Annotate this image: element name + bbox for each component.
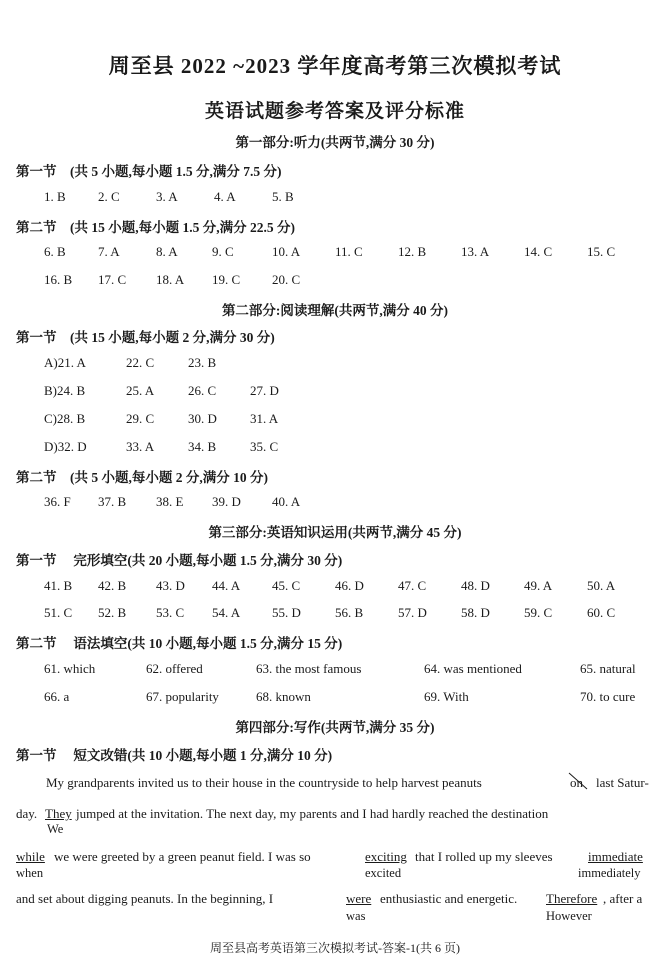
answer-item: 67. popularity <box>146 689 219 704</box>
answer-item: 58. D <box>461 605 490 620</box>
essay-text: My grandparents invited us to their house in the countryside to help harvest peanuts <box>46 775 482 790</box>
answer-item: A)21. A <box>44 355 86 370</box>
essay-text: we were greeted by a green peanut field. I was so <box>54 849 311 864</box>
essay-correction: when <box>16 866 44 880</box>
answer-item: 33. A <box>126 439 155 454</box>
answer-item: 56. B <box>335 605 364 620</box>
essay-error-word: were <box>346 891 372 906</box>
answer-item: 29. C <box>126 411 155 426</box>
essay-error-word: immediate <box>588 849 643 864</box>
answer-item: 26. C <box>188 383 217 398</box>
answer-item: 49. A <box>524 578 553 593</box>
answer-item: 55. D <box>272 605 301 620</box>
essay-correction: However <box>546 909 592 923</box>
essay-text: enthusiastic and energetic. <box>380 891 518 906</box>
answer-item: 60. C <box>587 605 616 620</box>
part1-sec2-heading: 第二节 (共 15 小题,每小题 1.5 分,满分 22.5 分) <box>16 220 295 235</box>
answer-item: 54. A <box>212 605 241 620</box>
answer-item: 17. C <box>98 272 127 287</box>
answer-item: 46. D <box>335 578 364 593</box>
answer-item: 70. to cure <box>580 689 636 704</box>
answer-item: 63. the most famous <box>256 661 362 676</box>
answer-item: 18. A <box>156 272 185 287</box>
essay-error-word: They <box>45 806 72 821</box>
answer-item: 7. A <box>98 244 120 259</box>
essay-correction: immediately <box>578 866 641 880</box>
answer-item: 19. C <box>212 272 241 287</box>
essay-error-word: while <box>16 849 45 864</box>
part3-heading: 第三部分:英语知识运用(共两节,满分 45 分) <box>208 525 462 540</box>
answer-item: 2. C <box>98 189 120 204</box>
part3-sec2-heading: 第二节 语法填空(共 10 小题,每小题 1.5 分,满分 15 分) <box>16 636 343 651</box>
answer-item: 13. A <box>461 244 490 259</box>
answer-item: 65. natural <box>580 661 636 676</box>
essay-error-word: Therefore <box>546 891 598 906</box>
part4-heading: 第四部分:写作(共两节,满分 35 分) <box>235 720 435 735</box>
essay-error-word: on <box>570 775 583 790</box>
answer-item: 3. A <box>156 189 178 204</box>
answer-item: 42. B <box>98 578 127 593</box>
essay-text: and set about digging peanuts. In the beginning, I <box>16 891 274 906</box>
answer-item: 64. was mentioned <box>424 661 522 676</box>
part1-heading: 第一部分:听力(共两节,满分 30 分) <box>235 135 435 150</box>
answer-item: 44. A <box>212 578 241 593</box>
answer-item: 22. C <box>126 355 155 370</box>
answer-item: 66. a <box>44 689 70 704</box>
answer-item: 57. D <box>398 605 427 620</box>
answer-item: 10. A <box>272 244 301 259</box>
answer-item: 52. B <box>98 605 127 620</box>
essay-text: last Satur- <box>596 775 649 790</box>
answer-item: 62. offered <box>146 661 203 676</box>
essay-correction: excited <box>365 866 402 880</box>
answer-item: 36. F <box>44 494 71 509</box>
answer-item: 40. A <box>272 494 301 509</box>
answer-item: 31. A <box>250 411 279 426</box>
part2-heading: 第二部分:阅读理解(共两节,满分 40 分) <box>221 303 449 318</box>
answer-item: 11. C <box>335 244 363 259</box>
part1-sec1-heading: 第一节 (共 5 小题,每小题 1.5 分,满分 7.5 分) <box>16 164 282 179</box>
essay-text: day. <box>16 806 38 821</box>
part2-sec1-heading: 第一节 (共 15 小题,每小题 2 分,满分 30 分) <box>16 330 275 345</box>
answer-item: 69. With <box>424 689 469 704</box>
answer-item: 4. A <box>214 189 236 204</box>
answer-item: 23. B <box>188 355 217 370</box>
answer-item: 16. B <box>44 272 73 287</box>
answer-item: 50. A <box>587 578 616 593</box>
answer-item: 6. B <box>44 244 66 259</box>
part2-sec2-heading: 第二节 (共 5 小题,每小题 2 分,满分 10 分) <box>16 470 268 485</box>
essay-correction: was <box>346 909 366 923</box>
exam-title: 周至县 2022 ~2023 学年度高考第三次模拟考试 <box>108 54 562 78</box>
answer-item: 35. C <box>250 439 279 454</box>
answer-item: 51. C <box>44 605 73 620</box>
answer-item: 53. C <box>156 605 185 620</box>
answer-item: 14. C <box>524 244 553 259</box>
answer-item: B)24. B <box>44 383 86 398</box>
answer-item: 30. D <box>188 411 217 426</box>
answer-item: 61. which <box>44 661 96 676</box>
part4-sec1-heading: 第一节 短文改错(共 10 小题,每小题 1 分,满分 10 分) <box>16 748 333 763</box>
essay-text: that I rolled up my sleeves <box>415 849 553 864</box>
answer-item: 45. C <box>272 578 301 593</box>
answer-item: 43. D <box>156 578 185 593</box>
answer-item: 8. A <box>156 244 178 259</box>
answer-item: 5. B <box>272 189 294 204</box>
answer-item: 68. known <box>256 689 311 704</box>
strike-mark-icon <box>567 771 589 791</box>
answer-item: 1. B <box>44 189 66 204</box>
part3-sec1-heading: 第一节 完形填空(共 20 小题,每小题 1.5 分,满分 30 分) <box>16 553 343 568</box>
answer-item: 15. C <box>587 244 616 259</box>
answer-item: 37. B <box>98 494 127 509</box>
exam-subtitle: 英语试题参考答案及评分标准 <box>204 101 465 122</box>
answer-item: 20. C <box>272 272 301 287</box>
answer-item: 39. D <box>212 494 241 509</box>
essay-correction: We <box>47 822 64 836</box>
answer-item: 59. C <box>524 605 553 620</box>
page-footer: 周至县高考英语第三次模拟考试-答案-1(共 6 页) <box>210 941 460 955</box>
essay-error-word: exciting <box>365 849 407 864</box>
essay-text: jumped at the invitation. The next day, my parents and I had hardly reached the destination <box>76 806 549 821</box>
essay-text: , after a <box>603 891 643 906</box>
answer-item: 27. D <box>250 383 279 398</box>
answer-item: 34. B <box>188 439 217 454</box>
answer-item: 25. A <box>126 383 155 398</box>
answer-item: 41. B <box>44 578 73 593</box>
answer-item: 12. B <box>398 244 427 259</box>
answer-item: D)32. D <box>44 439 87 454</box>
answer-item: 47. C <box>398 578 427 593</box>
answer-item: C)28. B <box>44 411 86 426</box>
answer-item: 48. D <box>461 578 490 593</box>
answer-item: 38. E <box>156 494 184 509</box>
answer-item: 9. C <box>212 244 234 259</box>
